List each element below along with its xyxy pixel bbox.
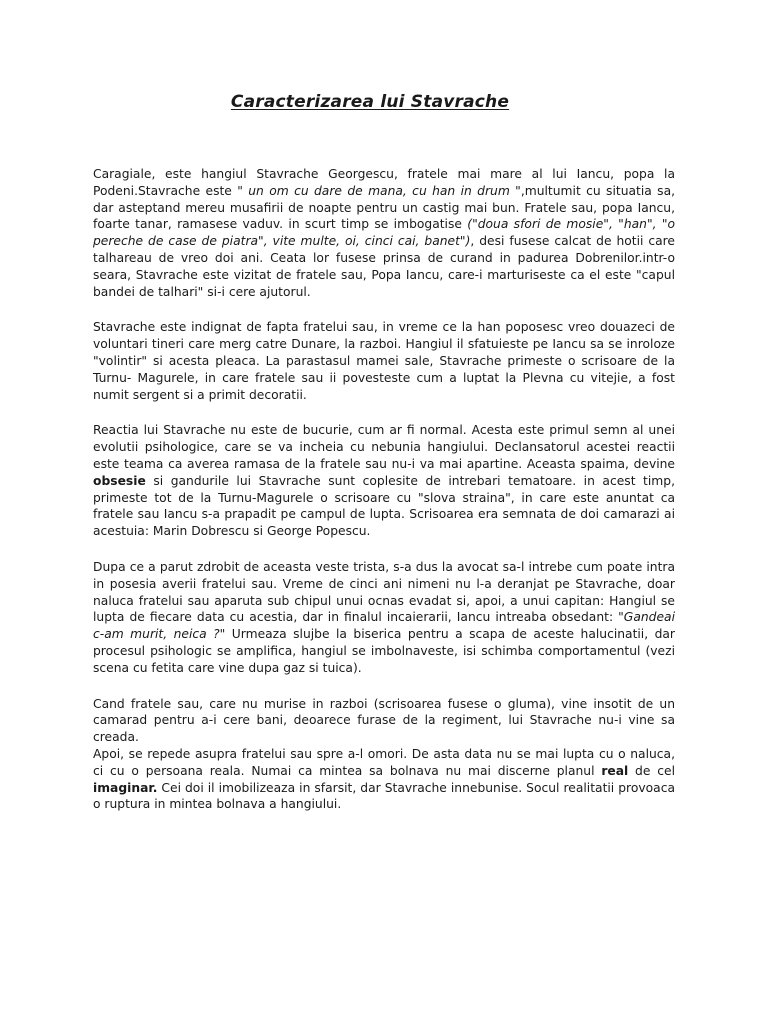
document-title: Caracterizarea lui Stavrache xyxy=(230,92,510,112)
paragraph-6-text-1: Apoi, se repede asupra fratelui sau spre a-l omori. De asta data nu se mai lupta cu o naluca, ci cu o persoana reala. Numai ca mintea sa bolnava nu mai discerne planul xyxy=(93,746,675,778)
paragraph-2-text-1: Stavrache este indignat de fapta fratelui sau, in vreme ce la han poposesc vreo douazeci de voluntari tineri care merg catre Dunare, la razboi. Hangiul il sfatuieste pe Iancu sa se inroloze "volintir" si acesta pleaca. La parastasul mamei sale, Stavrache primeste o scrisoare de la Turnu- Magurele, in care fratele sau ii povesteste cum a luptat la Plevna cu vitejie, a fost numit sergent si a primit decoratii. xyxy=(93,320,675,402)
paragraph-1-quote-2: ("doua sfori de mosie", "han", "o pereche de case de piatra", vite multe, oi, cinci cai, banet") xyxy=(93,217,675,249)
paragraph-4-quote-1: "Gandeai c-am murit, neica ?" xyxy=(93,610,675,642)
paragraph-5 xyxy=(93,696,675,746)
paragraph-3-emphasis-obsesie: obsesie xyxy=(93,473,146,488)
paragraph-6-text-3: Cei doi il imobilizeaza in sfarsit, dar Stavrache innebunise. Socul realitatii provoaca o ruptura in mintea bolnava a hangiului. xyxy=(93,780,675,812)
paragraph-1-text-3: , desi fusese calcat de hotii care talhareau de vreo doi ani. Ceata lor fusese prinsa de curand in padurea Dobrenilor.intr-o seara, Stavrache este vizitat de fratele sau, Popa Iancu, care-i marturiseste ca el este "capul bandei de talhari" si-i cere ajutorul. xyxy=(93,234,675,299)
paragraph-6-emphasis-imaginar: imaginar. xyxy=(93,780,158,795)
paragraph-6 xyxy=(93,746,675,813)
paragraph-1 xyxy=(93,166,675,300)
paragraph-3-text-2: si gandurile lui Stavrache sunt coplesite de intrebari tematoare. in acest timp, primeste tot de la Turnu-Magurele o scrisoare cu "slova straina", in care este anuntat ca fratele sau Iancu s-a prapadit pe campul de lupta. Scrisoarea era semnata de doi camarazi ai acestuia: Marin Dobrescu si George Popescu. xyxy=(93,473,675,539)
paragraph-2 xyxy=(93,319,675,403)
paragraph-1-quote-1: un om cu dare de mana, cu han in drum xyxy=(248,183,510,198)
paragraph-5-text-1: Cand fratele sau, care nu murise in razboi (scrisoarea fusese o gluma), vine insotit de un camarad pentru a-i cere bani, deoarece furase de la regiment, lui Stavrache nu-i vine sa creada. xyxy=(93,696,675,745)
paragraph-6-text-2: de cel xyxy=(628,763,675,778)
paragraph-1-text-1: Caragiale, este hangiul Stavrache Georgescu, fratele mai mare al lui Iancu, popa la Podeni.Stavrache este " xyxy=(93,167,675,198)
paragraph-3-text-1: Reactia lui Stavrache nu este de bucurie, cum ar fi normal. Acesta este primul semn al unei evolutii psihologice, care se va incheia cu nebunia hangiului. Declansatorul acestei reactii este teama ca averea ramasa de la fratele sau nu-i va mai apartine. Aceasta spaima, devine xyxy=(93,423,675,471)
document-body xyxy=(93,166,675,832)
paragraph-4-text-2: Urmeaza slujbe la biserica pentru a scapa de aceste halucinatii, dar procesul psihologic se amplifica, hangiul se imbolnaveste, isi schimba comportamentul (vezi scena cu fetita care vine dupa gaz si tuica). xyxy=(93,627,675,675)
paragraph-4 xyxy=(93,559,675,677)
paragraph-1-text-2: ",multumit cu situatia sa, dar asteptand mereu musafirii de noapte pentru un castig mai bun. Fratele sau, popa Iancu, foarte tanar, ramasese vaduv. in scurt timp se imbogatise xyxy=(93,183,676,232)
paragraph-4-text-1: Dupa ce a parut zdrobit de aceasta veste trista, s-a dus la avocat sa-l intrebe cum poate intra in posesia averii fratelui sau. Vreme de cinci ani nimeni nu l-a deranjat pe Stavrache, doar naluca fratelui sau aparuta sub chipul unui ocnas evadat si, apoi, a unui capitan: Hangiul se lupta de fiecare data cu acestia, dar in finalul incaierarii, Iancu intreaba obsedant: xyxy=(93,559,675,625)
paragraph-3 xyxy=(93,422,675,540)
paragraph-6-emphasis-real: real xyxy=(601,763,629,778)
